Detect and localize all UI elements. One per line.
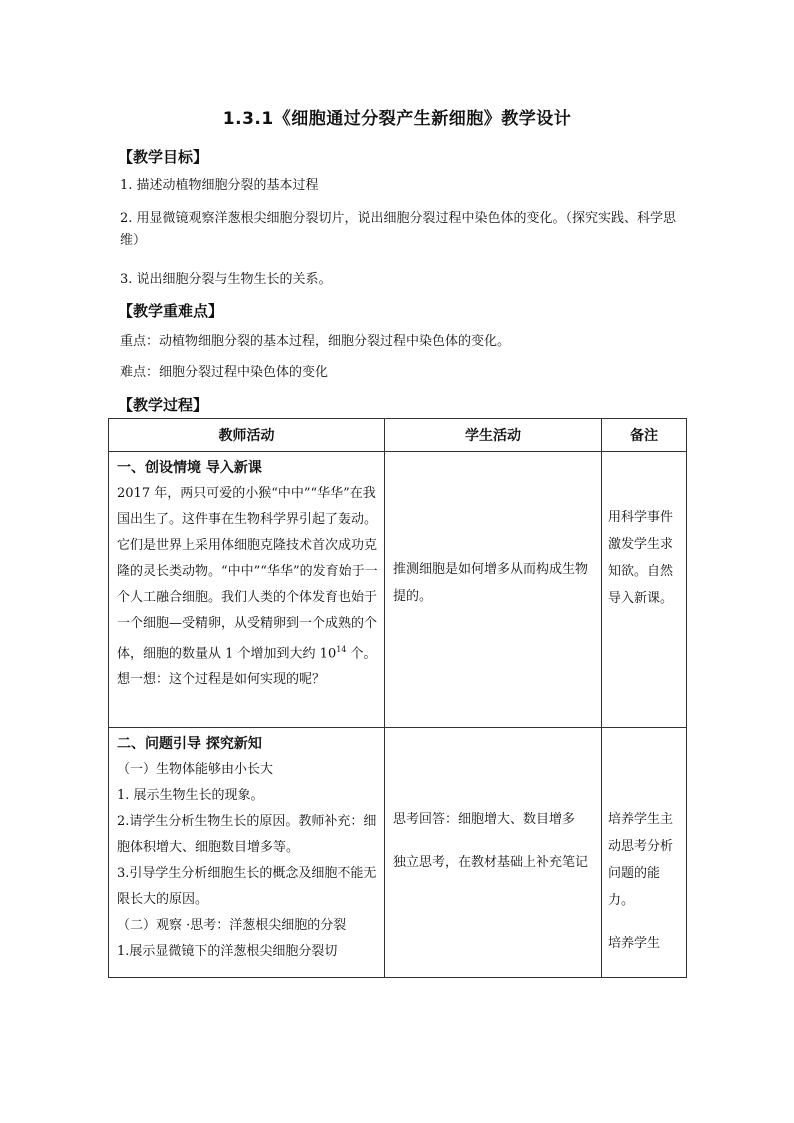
note-text-2: 培养学生 [608, 936, 661, 951]
note-text: 用科学事件激发学生求知欲。自然导入新课。 [608, 510, 674, 606]
teacher-line: 2.请学生分析生物生长的原因。教师补充：细胞体积增大、细胞数目增多等。 [117, 814, 377, 855]
student-activity-cell [385, 728, 602, 978]
student-activity-text: 推测细胞是如何增多从而构成生物提的。 [393, 562, 589, 604]
teacher-activity-cell [109, 728, 385, 978]
table-row [109, 452, 687, 728]
teacher-line: 3.引导学生分析细胞生长的概念及细胞不能无限长大的原因。 [117, 866, 377, 907]
process-heading: 【教学过程】 [118, 396, 209, 414]
table-row [109, 728, 687, 978]
column-header-note: 备注 [602, 419, 687, 452]
teacher-line: （一）生物体能够由小长大 [117, 762, 274, 777]
objective-item-1: 1. 描述动植物细胞分裂的基本过程 [120, 178, 319, 193]
teacher-activity-cell [109, 452, 385, 728]
student-activity-cell [385, 452, 602, 728]
objectives-heading: 【教学目标】 [118, 148, 209, 166]
student-note-text: 独立思考，在教材基础上补充笔记 [393, 855, 589, 870]
student-answer-text: 思考回答：细胞增大、数目增多 [393, 812, 576, 827]
key-point-focus: 重点：动植物细胞分裂的基本过程，细胞分裂过程中染色体的变化。 [120, 334, 511, 349]
table-header-row [109, 419, 687, 452]
key-point-difficulty: 难点：细胞分裂过程中染色体的变化 [120, 365, 329, 380]
teacher-line: （二）观察 ·思考：洋葱根尖细胞的分裂 [117, 918, 347, 933]
note-cell [602, 728, 687, 978]
section-title-intro: 一、创设情境 导入新课 [117, 460, 262, 476]
column-header-student: 学生活动 [385, 419, 602, 452]
exponent: 14 [336, 645, 347, 654]
teacher-activity-text: 2017 年，两只可爱的小猴“中中”“华华”在我国出生了。这件事在生物科学界引起了轰动。它们是世界上采用体细胞克隆技术首次成功克隆的灵长类动物。“中中”“华华”的发育始于一个人工融合细胞。我们人类的个体发育也始于一个细胞—受精卵，从受精卵到一个成熟的个体，细胞的数量从 1 个增加到大约 $10^{14}$ 个。想一想：这个过程是如何实现的呢？ [117, 486, 378, 688]
column-header-teacher: 教师活动 [109, 419, 385, 452]
teaching-process-table [108, 418, 687, 978]
document-title: 1.3.1《细胞通过分裂产生新细胞》教学设计 [222, 109, 572, 129]
note-cell [602, 452, 687, 728]
section-title-explore: 二、问题引导 探究新知 [117, 736, 262, 752]
teacher-line: 1.展示显微镜下的洋葱根尖细胞分裂切 [117, 944, 338, 959]
objective-item-2: 2. 用显微镜观察洋葱根尖细胞分裂切片，说出细胞分裂过程中染色体的变化。（探究实践、科学思维） [120, 211, 677, 248]
note-text: 培养学生主动思考分析问题的能力。 [608, 812, 674, 908]
key-points-heading: 【教学重难点】 [118, 302, 224, 320]
teacher-line: 1. 展示生物生长的现象。 [117, 788, 264, 803]
objective-item-3: 3. 说出细胞分裂与生物生长的关系。 [120, 272, 332, 287]
